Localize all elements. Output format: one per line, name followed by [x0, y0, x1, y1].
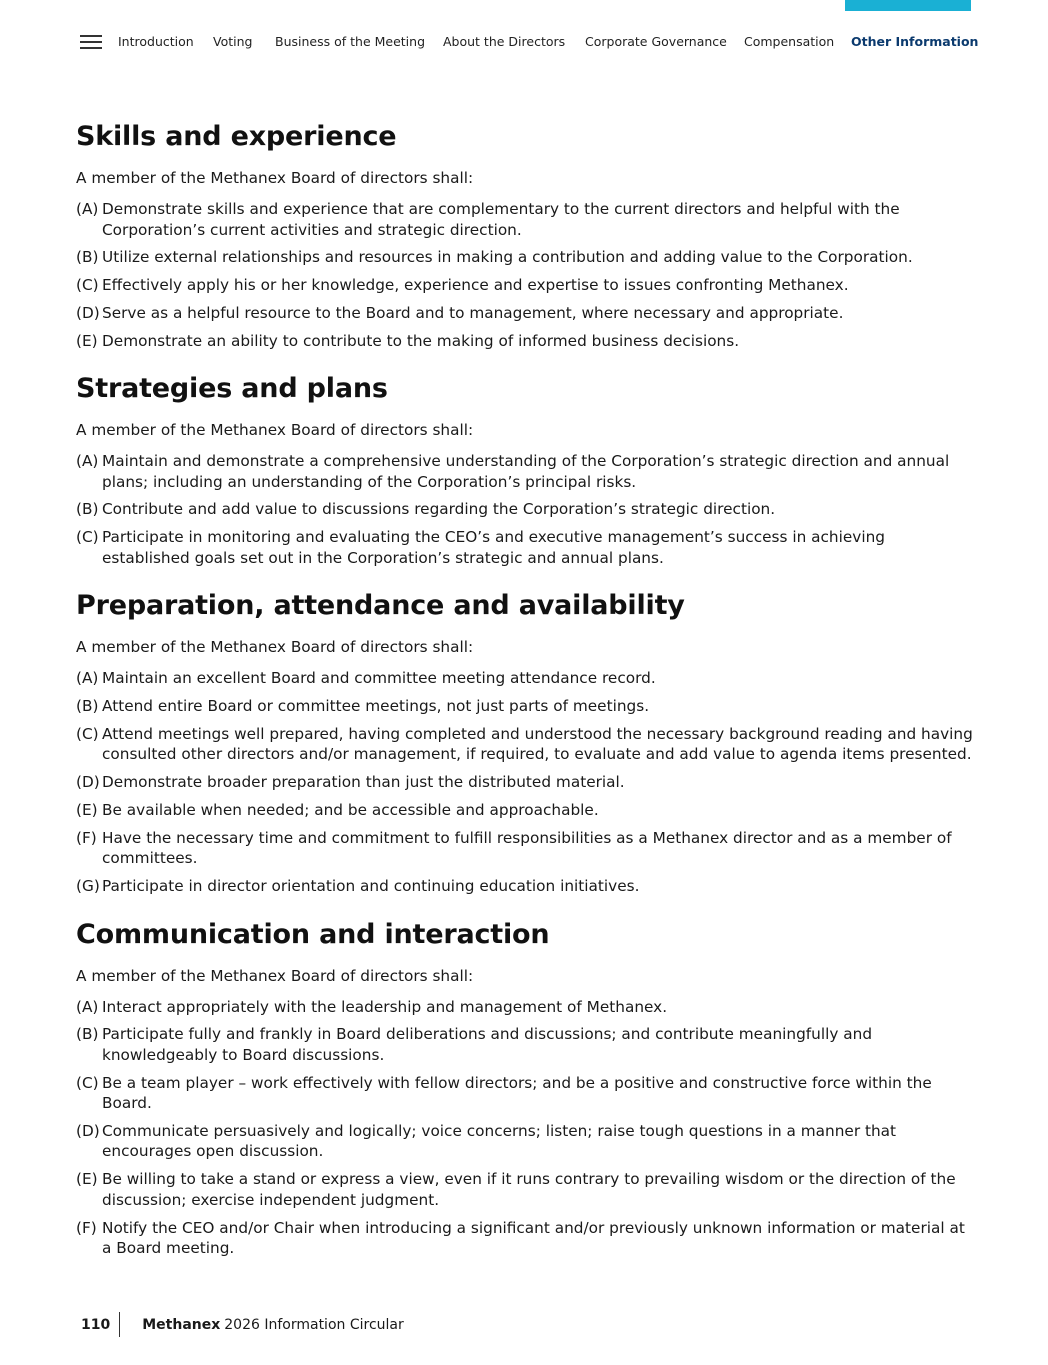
- list-item: [76, 1169, 976, 1210]
- list-item-letter: (C): [76, 528, 99, 547]
- section-heading: Preparation, attendance and availability: [76, 590, 685, 622]
- page-footer: [81, 1312, 404, 1337]
- list-item: [76, 199, 976, 240]
- list-item-text: Attend meetings well prepared, having completed and understood the necessary background reading and having consulted other directors and/or management, if required, to evaluate and add value to agenda items presented.: [102, 724, 973, 764]
- nav-link-business-of-the-meeting[interactable]: Business of the Meeting: [275, 34, 425, 49]
- section-intro: A member of the Methanex Board of directors shall:: [76, 169, 474, 187]
- list-item: [76, 1073, 976, 1114]
- list-item-text: Notify the CEO and/or Chair when introducing a significant and/or previously unknown information or material at a Board meeting.: [102, 1218, 965, 1258]
- list-item-text: Be available when needed; and be accessible and approachable.: [102, 800, 599, 819]
- list-item: [76, 331, 976, 352]
- content-section: [76, 586, 976, 896]
- requirement-list: [76, 997, 976, 1259]
- section-intro: A member of the Methanex Board of directors shall:: [76, 638, 474, 657]
- list-item-text: Maintain and demonstrate a comprehensive understanding of the Corporation’s strategic direction and annual plans; including an understanding of the Corporation’s principal risks.: [102, 452, 950, 491]
- list-item: [76, 696, 976, 717]
- list-item-letter: (A): [76, 452, 99, 471]
- list-item-letter: (F): [76, 828, 97, 847]
- list-item: [76, 668, 976, 689]
- section-heading: Skills and experience: [76, 121, 397, 152]
- list-item: [76, 451, 976, 492]
- list-item: [76, 1121, 976, 1162]
- content-section: [76, 915, 976, 1259]
- list-item: [76, 1024, 976, 1065]
- nav-link-corporate-governance[interactable]: Corporate Governance: [585, 34, 727, 49]
- footer-brand: Methanex: [142, 1316, 221, 1333]
- list-item-letter: (E): [76, 331, 98, 350]
- list-item-letter: (C): [76, 1073, 99, 1092]
- hamburger-menu-icon[interactable]: [80, 35, 102, 51]
- list-item-letter: (E): [76, 1170, 98, 1189]
- list-item-text: Serve as a helpful resource to the Board and to management, where necessary and appropriate.: [102, 303, 844, 322]
- nav-link-about-the-directors[interactable]: About the Directors: [443, 34, 566, 49]
- list-item-text: Participate in monitoring and evaluating the CEO’s and executive management’s success in achieving established goals set out in the Corporation’s strategic and annual plans.: [102, 528, 885, 567]
- list-item-text: Utilize external relationships and resources in making a contribution and adding value to the Corporation.: [102, 248, 913, 267]
- top-navigation: [80, 32, 980, 52]
- list-item: [76, 828, 976, 869]
- footer-divider: [119, 1312, 120, 1337]
- list-item-text: Be a team player – work effectively with fellow directors; and be a positive and constructive force within the Board.: [102, 1073, 932, 1113]
- nav-link-compensation[interactable]: Compensation: [744, 34, 835, 49]
- nav-link-other-information[interactable]: Other Information: [851, 34, 979, 49]
- list-item-text: Attend entire Board or committee meetings, not just parts of meetings.: [102, 697, 650, 716]
- list-item: [76, 499, 976, 520]
- list-item: [76, 772, 976, 793]
- list-item-letter: (B): [76, 248, 99, 267]
- active-section-accent-tab: [845, 0, 971, 11]
- list-item: [76, 527, 976, 568]
- list-item-text: Communicate persuasively and logically; voice concerns; listen; raise tough questions in a manner that encourages open discussion.: [102, 1121, 897, 1161]
- list-item-text: Participate fully and frankly in Board deliberations and discussions; and contribute meaningfully and knowledgeably to Board discussions.: [102, 1025, 873, 1064]
- list-item-text: Participate in director orientation and continuing education initiatives.: [102, 877, 640, 896]
- list-item: [76, 800, 976, 821]
- list-item-text: Effectively apply his or her knowledge, experience and expertise to issues confronting Methanex.: [102, 276, 849, 295]
- requirement-list: [76, 668, 976, 896]
- list-item: [76, 247, 976, 268]
- list-item-letter: (E): [76, 800, 98, 819]
- list-item-text: Contribute and add value to discussions regarding the Corporation’s strategic direction.: [102, 500, 776, 519]
- section-heading: Communication and interaction: [76, 918, 550, 950]
- nav-link-introduction[interactable]: Introduction: [118, 34, 194, 49]
- list-item-letter: (C): [76, 724, 99, 743]
- requirement-list: [76, 199, 976, 351]
- list-item-text: Maintain an excellent Board and committee meeting attendance record.: [102, 669, 656, 688]
- section-intro: A member of the Methanex Board of directors shall:: [76, 966, 474, 985]
- footer-doc-title: 2026 Information Circular: [224, 1316, 404, 1333]
- list-item: [76, 275, 976, 296]
- list-item-letter: (B): [76, 697, 99, 716]
- list-item-text: Demonstrate skills and experience that are complementary to the current directors and helpful with the Corporation’s current activities and strategic direction.: [102, 200, 900, 239]
- section-heading: Strategies and plans: [76, 373, 388, 405]
- list-item-letter: (A): [76, 669, 99, 688]
- nav-link-voting[interactable]: Voting: [213, 34, 253, 49]
- list-item-letter: (D): [76, 773, 100, 792]
- section-intro: A member of the Methanex Board of directors shall:: [76, 421, 474, 440]
- list-item: [76, 997, 976, 1018]
- list-item-text: Interact appropriately with the leadership and management of Methanex.: [102, 997, 668, 1016]
- main-content: [76, 117, 976, 1277]
- list-item-letter: (F): [76, 1218, 97, 1237]
- list-item: [76, 876, 976, 897]
- page-number: 110: [81, 1316, 111, 1333]
- list-item-letter: (B): [76, 500, 99, 519]
- list-item-letter: (C): [76, 276, 99, 295]
- list-item-text: Demonstrate broader preparation than just the distributed material.: [102, 773, 625, 792]
- list-item-letter: (B): [76, 1025, 99, 1044]
- list-item-text: Have the necessary time and commitment to fulfill responsibilities as a Methanex director and as a member of committees.: [102, 828, 952, 868]
- list-item-letter: (D): [76, 1121, 100, 1140]
- list-item-text: Be willing to take a stand or express a view, even if it runs contrary to prevailing wisdom or the direction of the discussion; exercise independent judgment.: [102, 1170, 956, 1209]
- list-item-letter: (G): [76, 877, 100, 896]
- list-item: [76, 724, 976, 765]
- list-item-letter: (D): [76, 303, 100, 322]
- list-item: [76, 1218, 976, 1259]
- list-item-letter: (A): [76, 997, 99, 1016]
- list-item-text: Demonstrate an ability to contribute to the making of informed business decisions.: [102, 331, 740, 350]
- content-section: [76, 369, 976, 568]
- list-item: [76, 303, 976, 324]
- requirement-list: [76, 451, 976, 568]
- content-section: [76, 117, 976, 351]
- list-item-letter: (A): [76, 200, 99, 218]
